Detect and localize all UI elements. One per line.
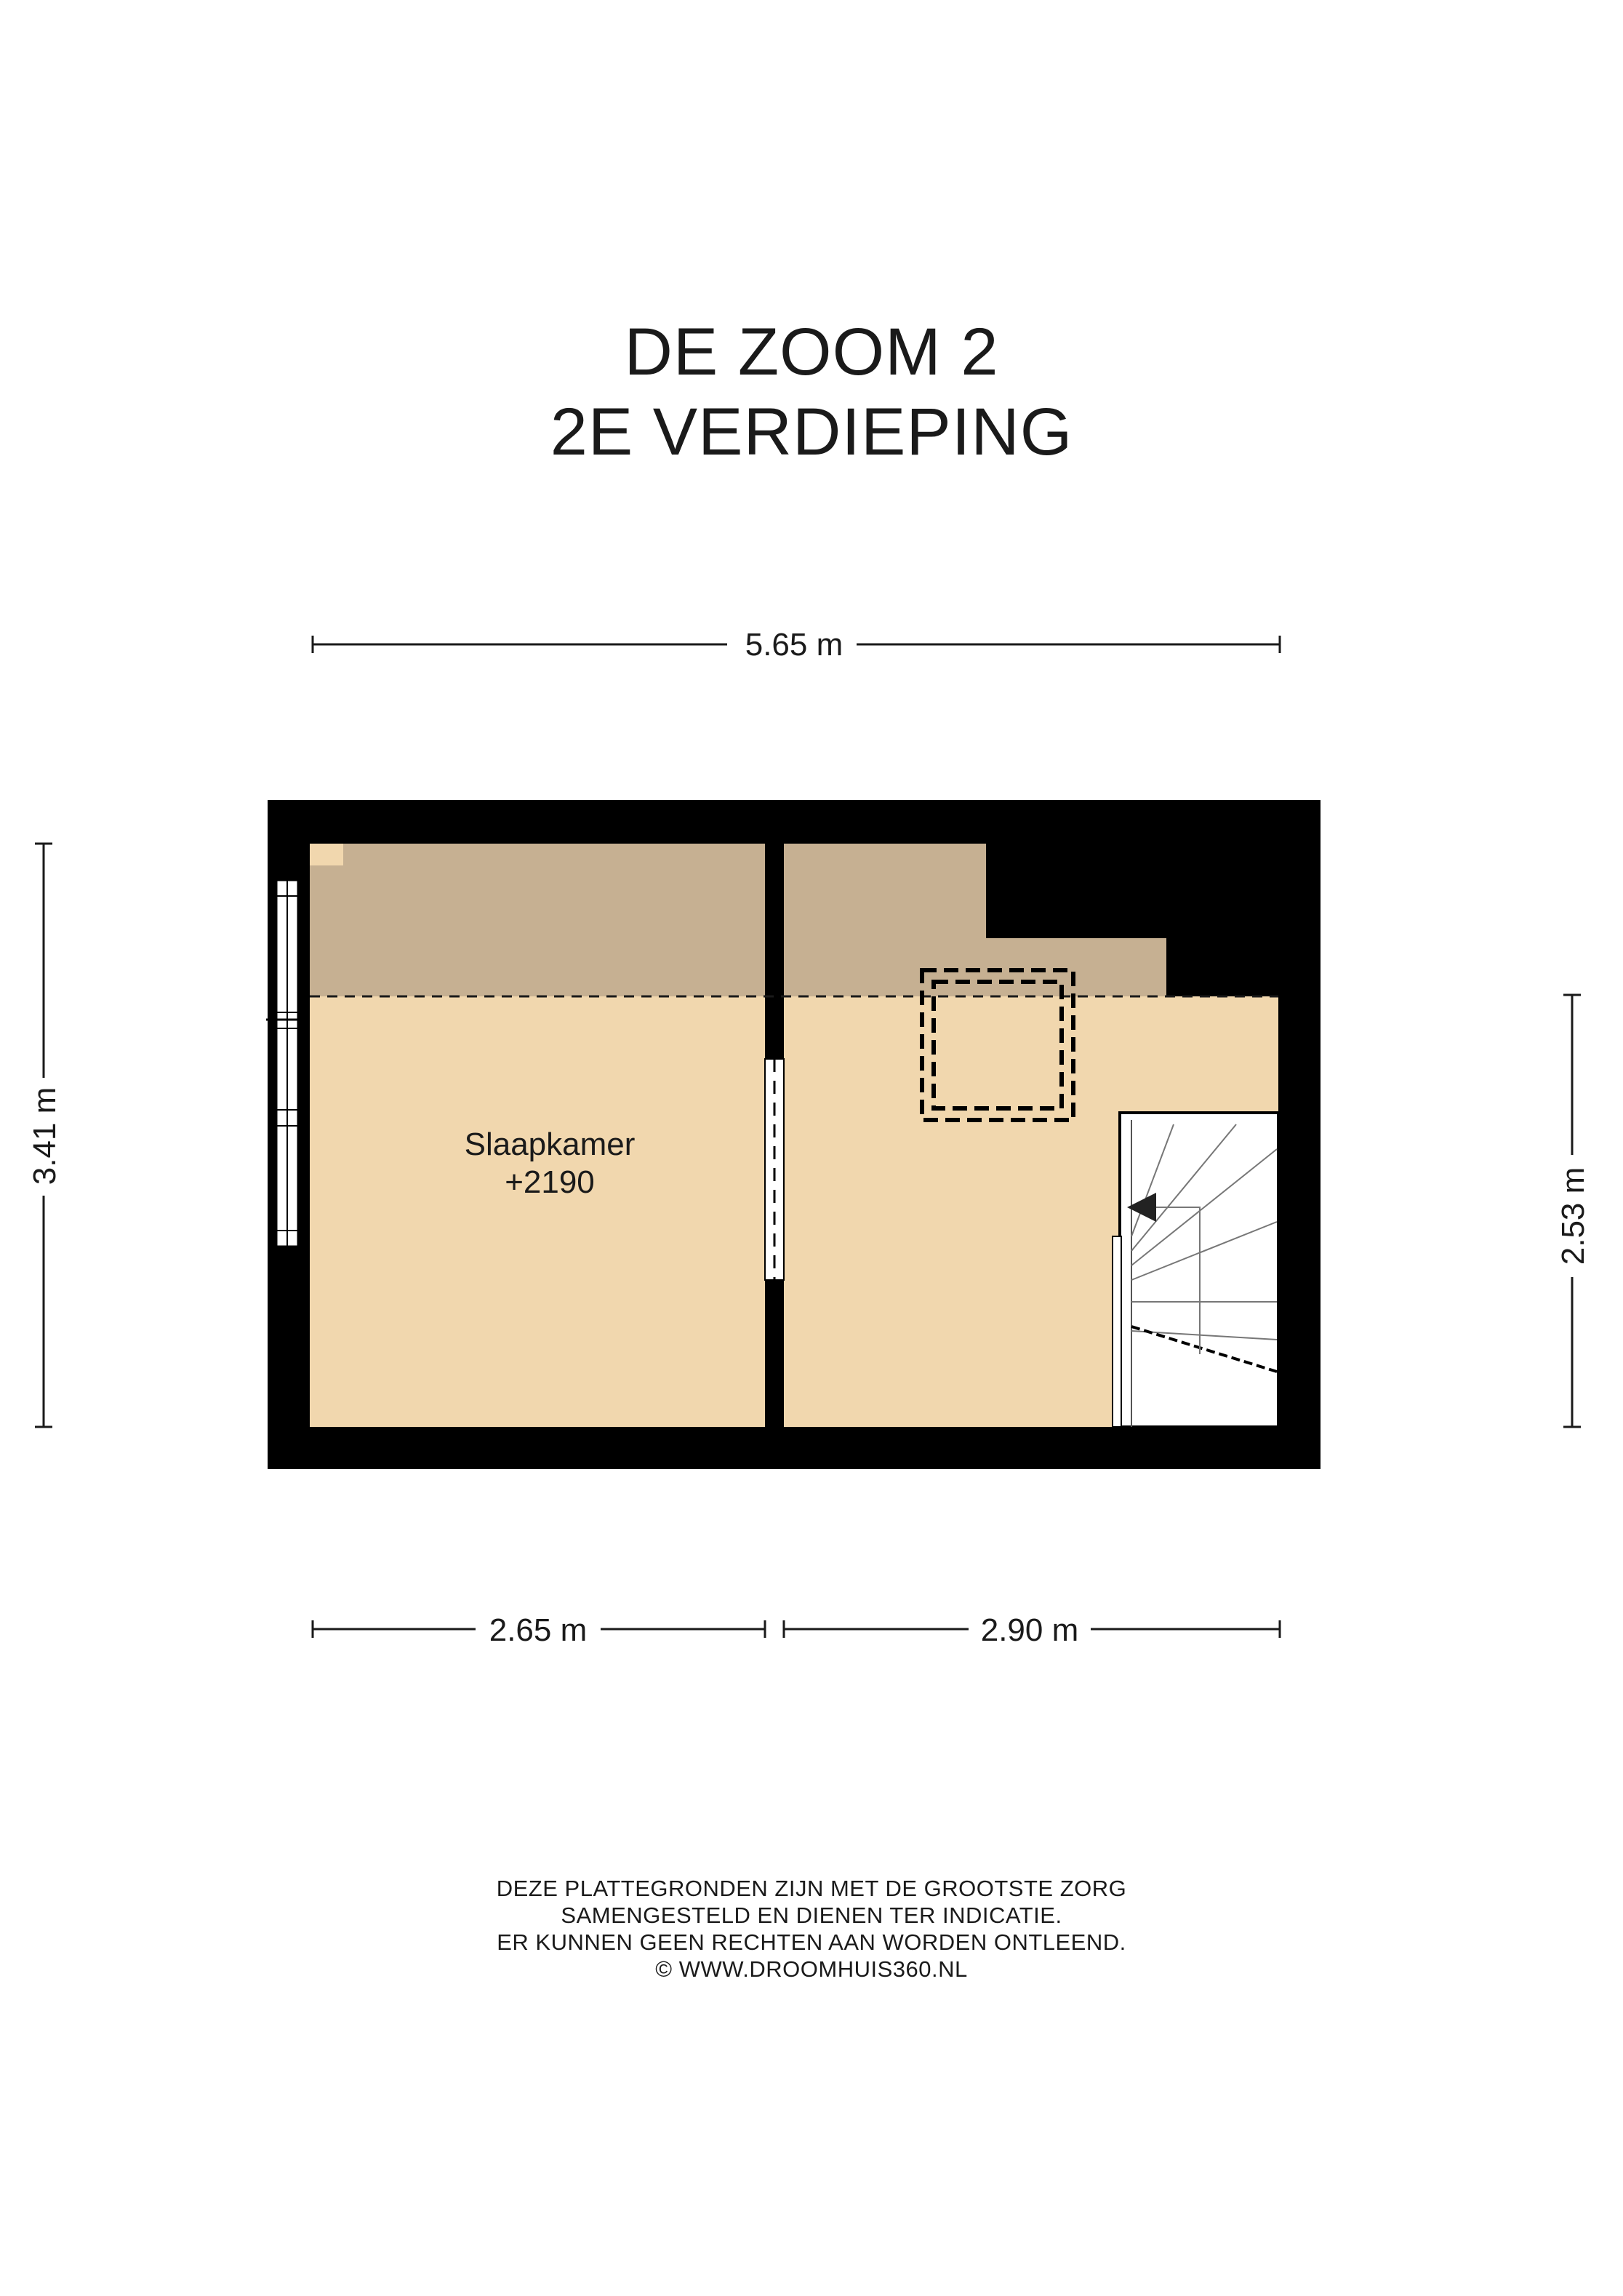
disclaimer-line: DEZE PLATTEGRONDEN ZIJN MET DE GROOTSTE ZORG (496, 1876, 1127, 1901)
floor-name: 2E VERDIEPING (550, 395, 1073, 469)
dimension-label: 2.53 m (1555, 1167, 1591, 1265)
dimension-top-total (313, 627, 1280, 663)
room-name: Slaapkamer (464, 1127, 636, 1162)
dimension-bottom-right (784, 1612, 1280, 1648)
disclaimer-line: © WWW.DROOMHUIS360.NL (655, 1956, 968, 1982)
disclaimer (0, 1875, 1623, 1983)
staircase (1113, 1113, 1278, 1427)
disclaimer-line: SAMENGESTELD EN DIENEN TER INDICATIE. (561, 1903, 1062, 1928)
room-floor-height: +2190 (505, 1164, 595, 1200)
dimension-left-height (27, 844, 63, 1427)
dimension-label: 2.65 m (489, 1612, 588, 1648)
doorway (765, 1059, 784, 1280)
disclaimer-line: ER KUNNEN GEEN RECHTEN AAN WORDEN ONTLEEND. (497, 1929, 1126, 1955)
dimension-right-height (1555, 995, 1591, 1427)
plan-title: DE ZOOM 2 (624, 315, 999, 389)
dimension-label: 3.41 m (27, 1087, 63, 1185)
dimension-label: 2.90 m (980, 1612, 1079, 1648)
dimension-label: 5.65 m (745, 627, 843, 663)
dimension-bottom-left (313, 1612, 765, 1648)
low-ceiling-zone-left (310, 844, 765, 996)
